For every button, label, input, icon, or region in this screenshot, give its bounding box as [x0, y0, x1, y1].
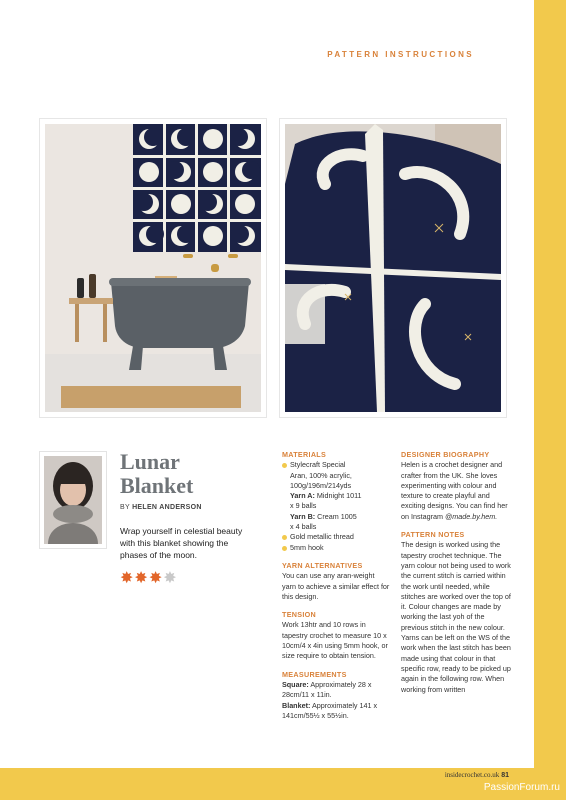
list-item	[282, 522, 390, 532]
rating-star-filled: ✸	[120, 570, 135, 587]
materials-heading: MATERIALS	[282, 450, 327, 459]
square-label: Square:	[282, 679, 309, 689]
rating-star-filled: ✸	[148, 570, 164, 587]
list-item	[282, 543, 390, 553]
bullet-icon	[282, 546, 287, 551]
list-item	[282, 471, 390, 481]
tension-heading: TENSION	[282, 610, 317, 620]
list-item	[282, 491, 390, 501]
material-text: Aran, 100% acrylic,	[290, 470, 352, 480]
yarn-alternatives-heading: YARN ALTERNATIVES	[282, 560, 363, 570]
article-title-line-1: Lunar	[120, 449, 180, 474]
bullet-icon	[282, 463, 287, 468]
yarn-a-value: Midnight 1011	[316, 491, 362, 501]
article-title-line-2: Blanket	[120, 473, 194, 498]
yarn-b-value: Cream 1005	[317, 511, 357, 521]
article-intro: Wrap yourself in celestial beauty with this blanket showing the phases of the moon.	[120, 526, 243, 560]
square-text: Approximately 28 x 28cm/11 x 11in.	[282, 679, 372, 700]
footer-site: insidecrochet.co.uk	[444, 771, 500, 779]
list-item	[282, 512, 390, 522]
difficulty-rating	[120, 568, 178, 588]
designer-biography-section	[401, 450, 511, 522]
designer-portrait	[40, 452, 106, 548]
list-item	[282, 460, 390, 470]
material-text: Gold metallic thread	[290, 532, 354, 542]
watermark: PassionForum.ru	[483, 782, 560, 793]
pattern-notes-text: The design is worked using the tapestry crochet technique. The yarn colour not being used to work the current stitch is carried within the work until needed, while stitches are worked over the top of it. Colour changes are made by working the last yoh of the previous stitch in the new colour. Yarns can be left on the WS of the work when the last stitch has been made using that colour in that specific row, ready to be picked up again in the following row. When working from written	[401, 540, 511, 694]
designer-biography-text	[401, 460, 511, 522]
designer-notes-column	[401, 450, 511, 703]
yarn-alternatives-text: You can use any aran-weight yarn to achieve a similar effect for this design.	[282, 571, 390, 601]
blanket-bathroom-photo	[40, 119, 266, 417]
material-text: 5mm hook	[290, 542, 324, 552]
materials-column	[282, 450, 390, 729]
measurement-square	[282, 680, 390, 701]
blanket-text: Approximately 141 x 141cm/55½ x 55½in.	[282, 700, 378, 720]
byline-prefix: BY	[120, 504, 130, 511]
page-number: 81	[501, 772, 509, 779]
page-footer	[445, 771, 509, 779]
materials-section	[282, 450, 390, 553]
list-item	[282, 481, 390, 491]
rating-star-filled: ✸	[134, 570, 149, 587]
author-name: HELEN ANDERSON	[132, 504, 202, 511]
yarn-a-label: Yarn A:	[290, 491, 315, 501]
rating-star-empty: ✸	[163, 570, 178, 587]
measurements-heading: MEASUREMENTS	[282, 669, 347, 679]
material-text: 100g/196m/214yds	[290, 480, 352, 490]
blanket-closeup-photo	[280, 119, 506, 417]
byline	[120, 504, 202, 511]
yarn-b-label: Yarn B:	[290, 511, 316, 521]
biography-body: Helen is a crochet designer and crafter from the UK. She loves experimenting with colour and texture to create playful and exciting designs. You can find her on Instagram	[401, 460, 508, 521]
list-item	[282, 501, 390, 511]
designer-biography-heading: DESIGNER BIOGRAPHY	[401, 450, 490, 459]
list-item	[282, 532, 390, 542]
tension-text: Work 13htr and 10 rows in tapestry crochet to measure 10 x 10cm/4 x 4in using 5mm hook, or size require to obtain tension.	[282, 620, 388, 661]
material-text: Stylecraft Special	[290, 460, 346, 470]
yarn-a-qty: x 9 balls	[290, 501, 317, 511]
yarn-alternatives-section	[282, 561, 390, 602]
yarn-b-qty: x 4 balls	[290, 522, 317, 532]
pattern-notes-section	[401, 530, 511, 695]
section-header: PATTERN INSTRUCTIONS	[327, 50, 474, 59]
article-title	[120, 450, 260, 498]
measurements-section	[282, 670, 390, 721]
measurement-blanket	[282, 701, 390, 722]
materials-list	[282, 460, 390, 553]
pattern-notes-heading: PATTERN NOTES	[401, 530, 465, 540]
tension-section	[282, 610, 390, 661]
blanket-label: Blanket:	[282, 700, 311, 710]
instagram-handle: @made.by.hem.	[444, 511, 498, 521]
bullet-icon	[282, 535, 287, 540]
